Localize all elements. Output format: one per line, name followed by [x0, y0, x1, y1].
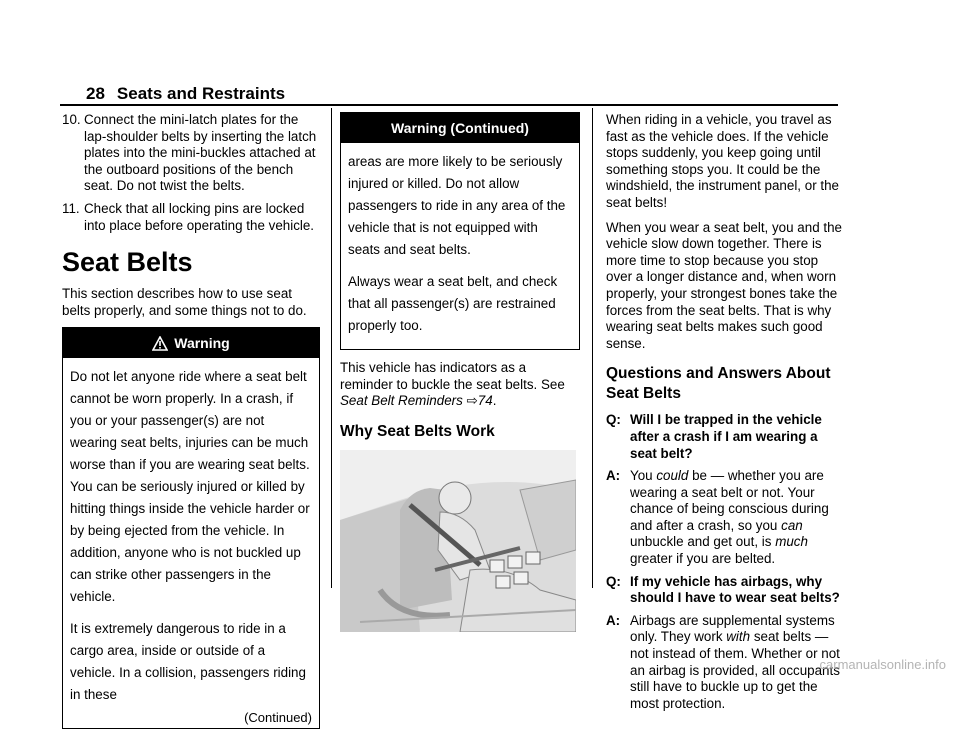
warning-paragraph: It is extremely dangerous to ride in a cargo area, inside or outside of a vehicle. In a collision, passengers riding in these: [70, 621, 306, 703]
page-number: 28: [86, 84, 105, 103]
paragraph: When riding in a vehicle, you travel as fast as the vehicle does. If the vehicle stops suddenly, you keep going until something stops you. It could be the windshield, the instrument panel, or the seat belts!: [606, 112, 839, 210]
warning-paragraph: Always wear a seat belt, and check that all passenger(s) are restrained properly too.: [348, 274, 558, 333]
warning-body: [341, 143, 579, 349]
section-title: Seats and Restraints: [116, 84, 286, 103]
question-1: [606, 412, 842, 462]
question-text: Will I be trapped in the vehicle after a crash if I am wearing a seat belt?: [630, 412, 822, 461]
reminder-page-ref[interactable]: 74: [477, 393, 493, 409]
qa-heading: Questions and Answers About Seat Belts: [606, 365, 831, 403]
warning-box: [62, 327, 320, 729]
column-3: [606, 112, 842, 718]
header-rule: [60, 104, 838, 106]
step-10: [62, 112, 320, 195]
warning-title: Warning: [174, 335, 230, 352]
step-number: 11.: [62, 200, 80, 216]
column-divider-2: [592, 108, 593, 588]
answer-label: A:: [606, 612, 621, 628]
why-seat-belts-heading: Why Seat Belts Work: [340, 422, 495, 440]
warning-header: Warning (Continued): [341, 113, 579, 143]
answer-text: Airbags are supplemental systems only. They work with seat belts — not instead of them. Whether or not an airbag is provided, all occupants still have to buckle up to get the most protection.: [630, 612, 840, 711]
warning-paragraph: Do not let anyone ride where a seat belt cannot be worn properly. In a crash, if you or your passenger(s) are not wearing seat belts, injuries can be much worse than if you are wearing seat belts. You can be seriously injured or killed by hitting things inside the vehicle harder or by being ejected from the vehicle. In addition, anyone who is not buckled up can strike other passengers in the vehicle.: [70, 369, 310, 605]
paragraph: When you wear a seat belt, you and the vehicle slow down together. There is more time to stop because you stop over a longer distance and, when worn properly, your strongest bones take the forces from the seat belts. That is why wearing seat belts makes such good sense.: [606, 219, 842, 351]
warning-paragraph: areas are more likely to be seriously injured or killed. Do not allow passengers to ride in any area of the vehicle that is not equipped with seats and seat belts.: [348, 154, 566, 257]
question-2: [606, 574, 842, 607]
column-2: [340, 112, 580, 632]
step-text: Connect the mini-latch plates for the lap-shoulder belts by inserting the latch plates into the mini-buckles attached at the outboard positions of the bench seat. Do not twist the belts.: [84, 112, 317, 194]
reminder-link[interactable]: Seat Belt Reminders: [340, 393, 463, 409]
step-number: 10.: [62, 112, 81, 127]
answer-label: A:: [606, 468, 621, 484]
answer-2: [606, 613, 842, 713]
warning-header: [63, 328, 319, 358]
page-ref-arrow-icon: ⇨: [466, 393, 478, 409]
warning-box-continued: [340, 112, 580, 350]
reminder-text: This vehicle has indicators as a reminder to buckle the seat belts. See: [340, 360, 565, 392]
question-label: Q:: [606, 412, 621, 428]
warning-triangle-icon: [152, 331, 168, 361]
step-11: [62, 201, 320, 234]
step-text: Check that all locking pins are locked into place before operating the vehicle.: [84, 200, 315, 233]
column-1: [62, 112, 320, 735]
reminder-paragraph: This vehicle has indicators as a reminder to buckle the seat belts. See Seat Belt Reminders ⇨74.: [340, 360, 565, 409]
answer-text: You could be — whether you are wearing a seat belt or not. Your chance of being conscious during and after a crash, so you can unbuckle and get out, is much greater if you are belted.: [630, 468, 829, 567]
question-label: Q:: [606, 573, 621, 589]
page-header: [86, 84, 285, 104]
footer-watermark: carmanualsonline.info: [819, 657, 946, 672]
answer-1: [606, 468, 842, 568]
seat-belt-illustration: [340, 450, 576, 632]
section-heading: Seat Belts: [62, 247, 193, 278]
warning-body: [63, 358, 319, 728]
continued-label: (Continued): [244, 710, 312, 726]
column-divider-1: [331, 108, 332, 588]
section-intro: This section describes how to use seat belts properly, and some things not to do.: [62, 286, 307, 318]
question-text: If my vehicle has airbags, why should I have to wear seat belts?: [630, 573, 840, 606]
